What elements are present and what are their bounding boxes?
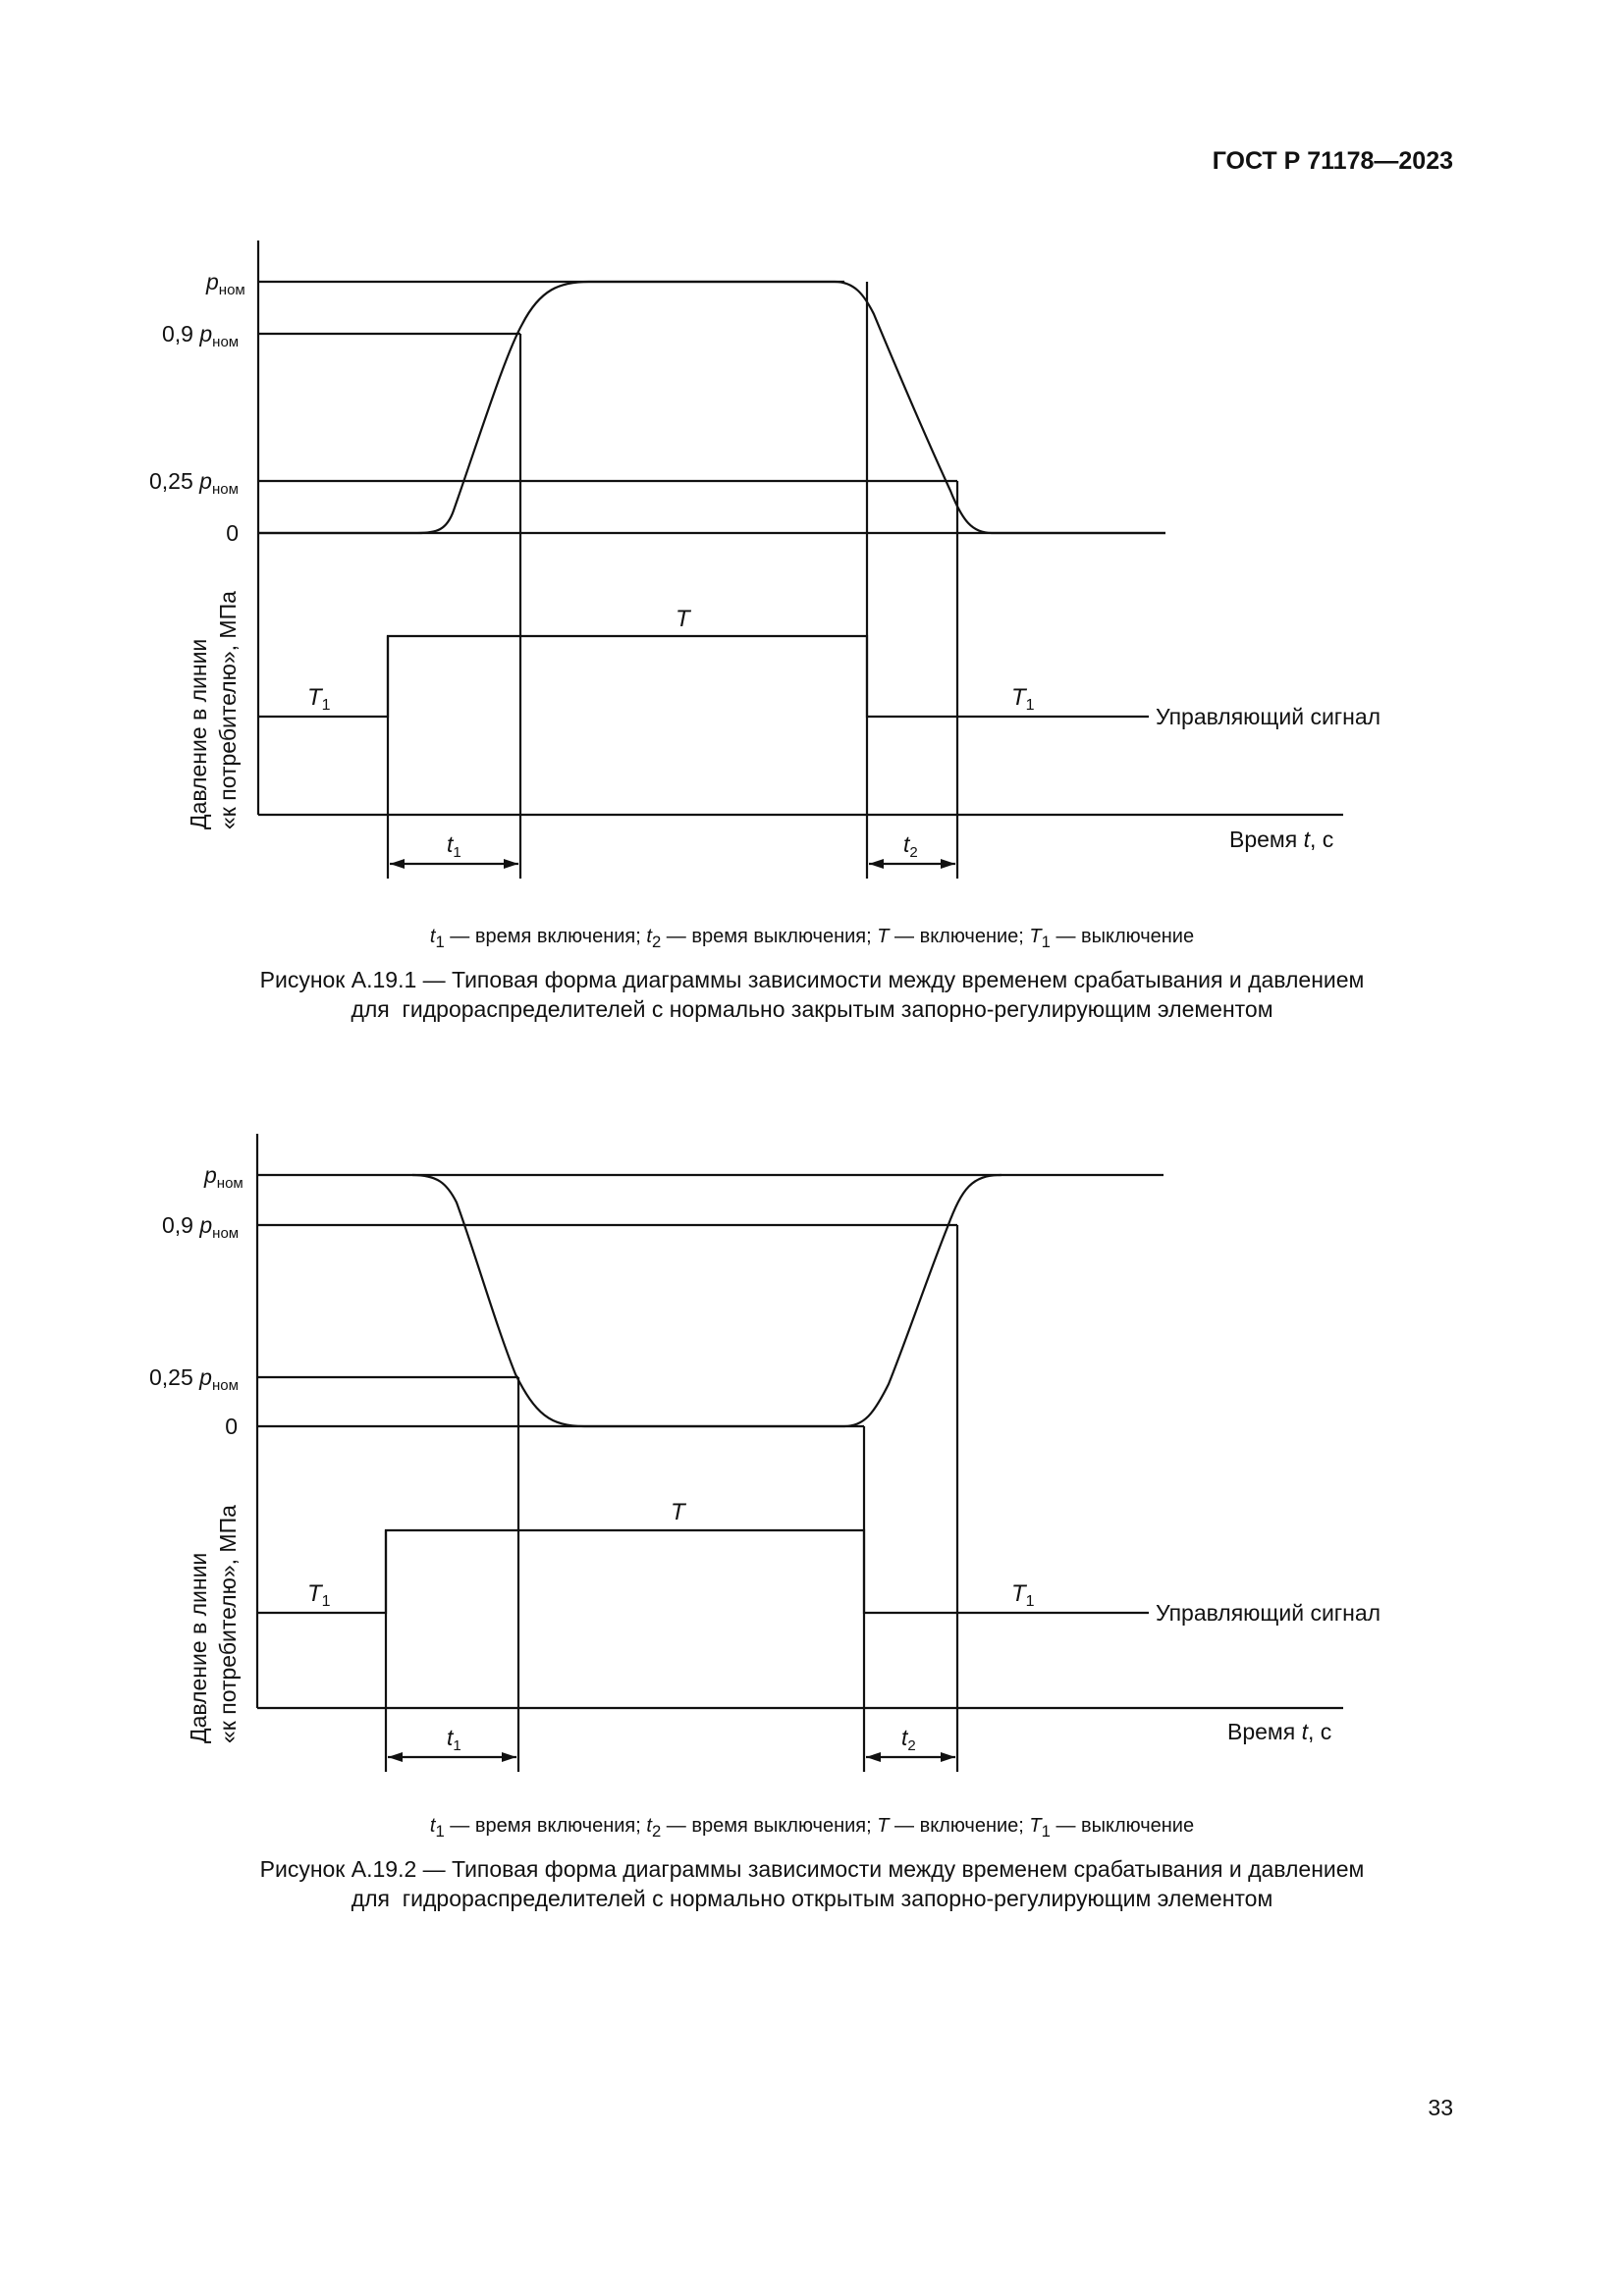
label-zero: 0 — [226, 520, 239, 546]
page-number: 33 — [1428, 2095, 1453, 2120]
legend-1: $t_1$ — время включения; $t_2$ — время выключения; T — включение; $T_1$ — выключение — [429, 926, 1195, 951]
caption-line-1: Рисунок А.19.1 — Типовая форма диаграммы зависимости между временем срабатывания и давлением — [259, 967, 1365, 992]
legend-2: $t_1$ — время включения; $t_2$ — время выключения; T — включение; $T_1$ — выключение — [429, 1815, 1195, 1841]
label-t1: $t_1$ — [447, 831, 461, 861]
document-id: ГОСТ Р 71178—2023 — [1212, 147, 1453, 175]
label-T1-left: $T_1$ — [307, 1580, 331, 1610]
label-p-nom: $p_{ном}$ — [206, 269, 245, 298]
y-axis-title-line1: Давление в линии — [186, 1552, 211, 1743]
y-axis-title-line1: Давление в линии — [186, 638, 211, 829]
pressure-curve — [412, 1175, 1001, 1426]
caption-line-1: Рисунок А.19.2 — Типовая форма диаграммы зависимости между временем срабатывания и давлением — [259, 1856, 1365, 1882]
label-T1-right: $T_1$ — [1011, 1580, 1035, 1610]
t1-arrow-left — [388, 1752, 403, 1762]
t1-arrow-right — [502, 1752, 516, 1762]
figure-2-caption — [0, 1854, 1624, 1913]
label-time: Время t, с — [1227, 1719, 1332, 1744]
label-zero: 0 — [225, 1414, 238, 1439]
label-control-signal: Управляющий сигнал — [1156, 704, 1381, 729]
t2-arrow-right — [941, 1752, 955, 1762]
caption-line-2: для гидрораспределителей с нормально открытым запорно-регулирующим элементом — [351, 1886, 1273, 1911]
t2-arrow-left — [866, 1752, 881, 1762]
label-p09: 0,9 $p_{ном}$ — [162, 1212, 240, 1242]
y-axis-title-line2: «к потребителю», МПа — [215, 1505, 241, 1743]
y-axis-title-line2: «к потребителю», МПа — [215, 591, 241, 829]
label-T: T — [671, 1499, 685, 1525]
label-p025: 0,25 $p_{ном}$ — [149, 1364, 239, 1394]
label-t2: $t_2$ — [901, 1725, 916, 1754]
label-p-nom: $p_{ном}$ — [204, 1162, 244, 1192]
label-p09: 0,9 $p_{ном}$ — [162, 321, 240, 350]
label-control-signal: Управляющий сигнал — [1156, 1600, 1381, 1626]
label-t1: $t_1$ — [447, 1725, 461, 1754]
label-T1-left: $T_1$ — [307, 684, 331, 714]
label-time: Время t, с — [1229, 827, 1334, 852]
caption-line-2: для гидрораспределителей с нормально закрытым запорно-регулирующим элементом — [351, 996, 1273, 1022]
label-p025: 0,25 $p_{ном}$ — [149, 468, 239, 498]
label-t2: $t_2$ — [903, 831, 918, 861]
label-T: T — [676, 606, 690, 632]
label-T1-right: $T_1$ — [1011, 684, 1035, 714]
